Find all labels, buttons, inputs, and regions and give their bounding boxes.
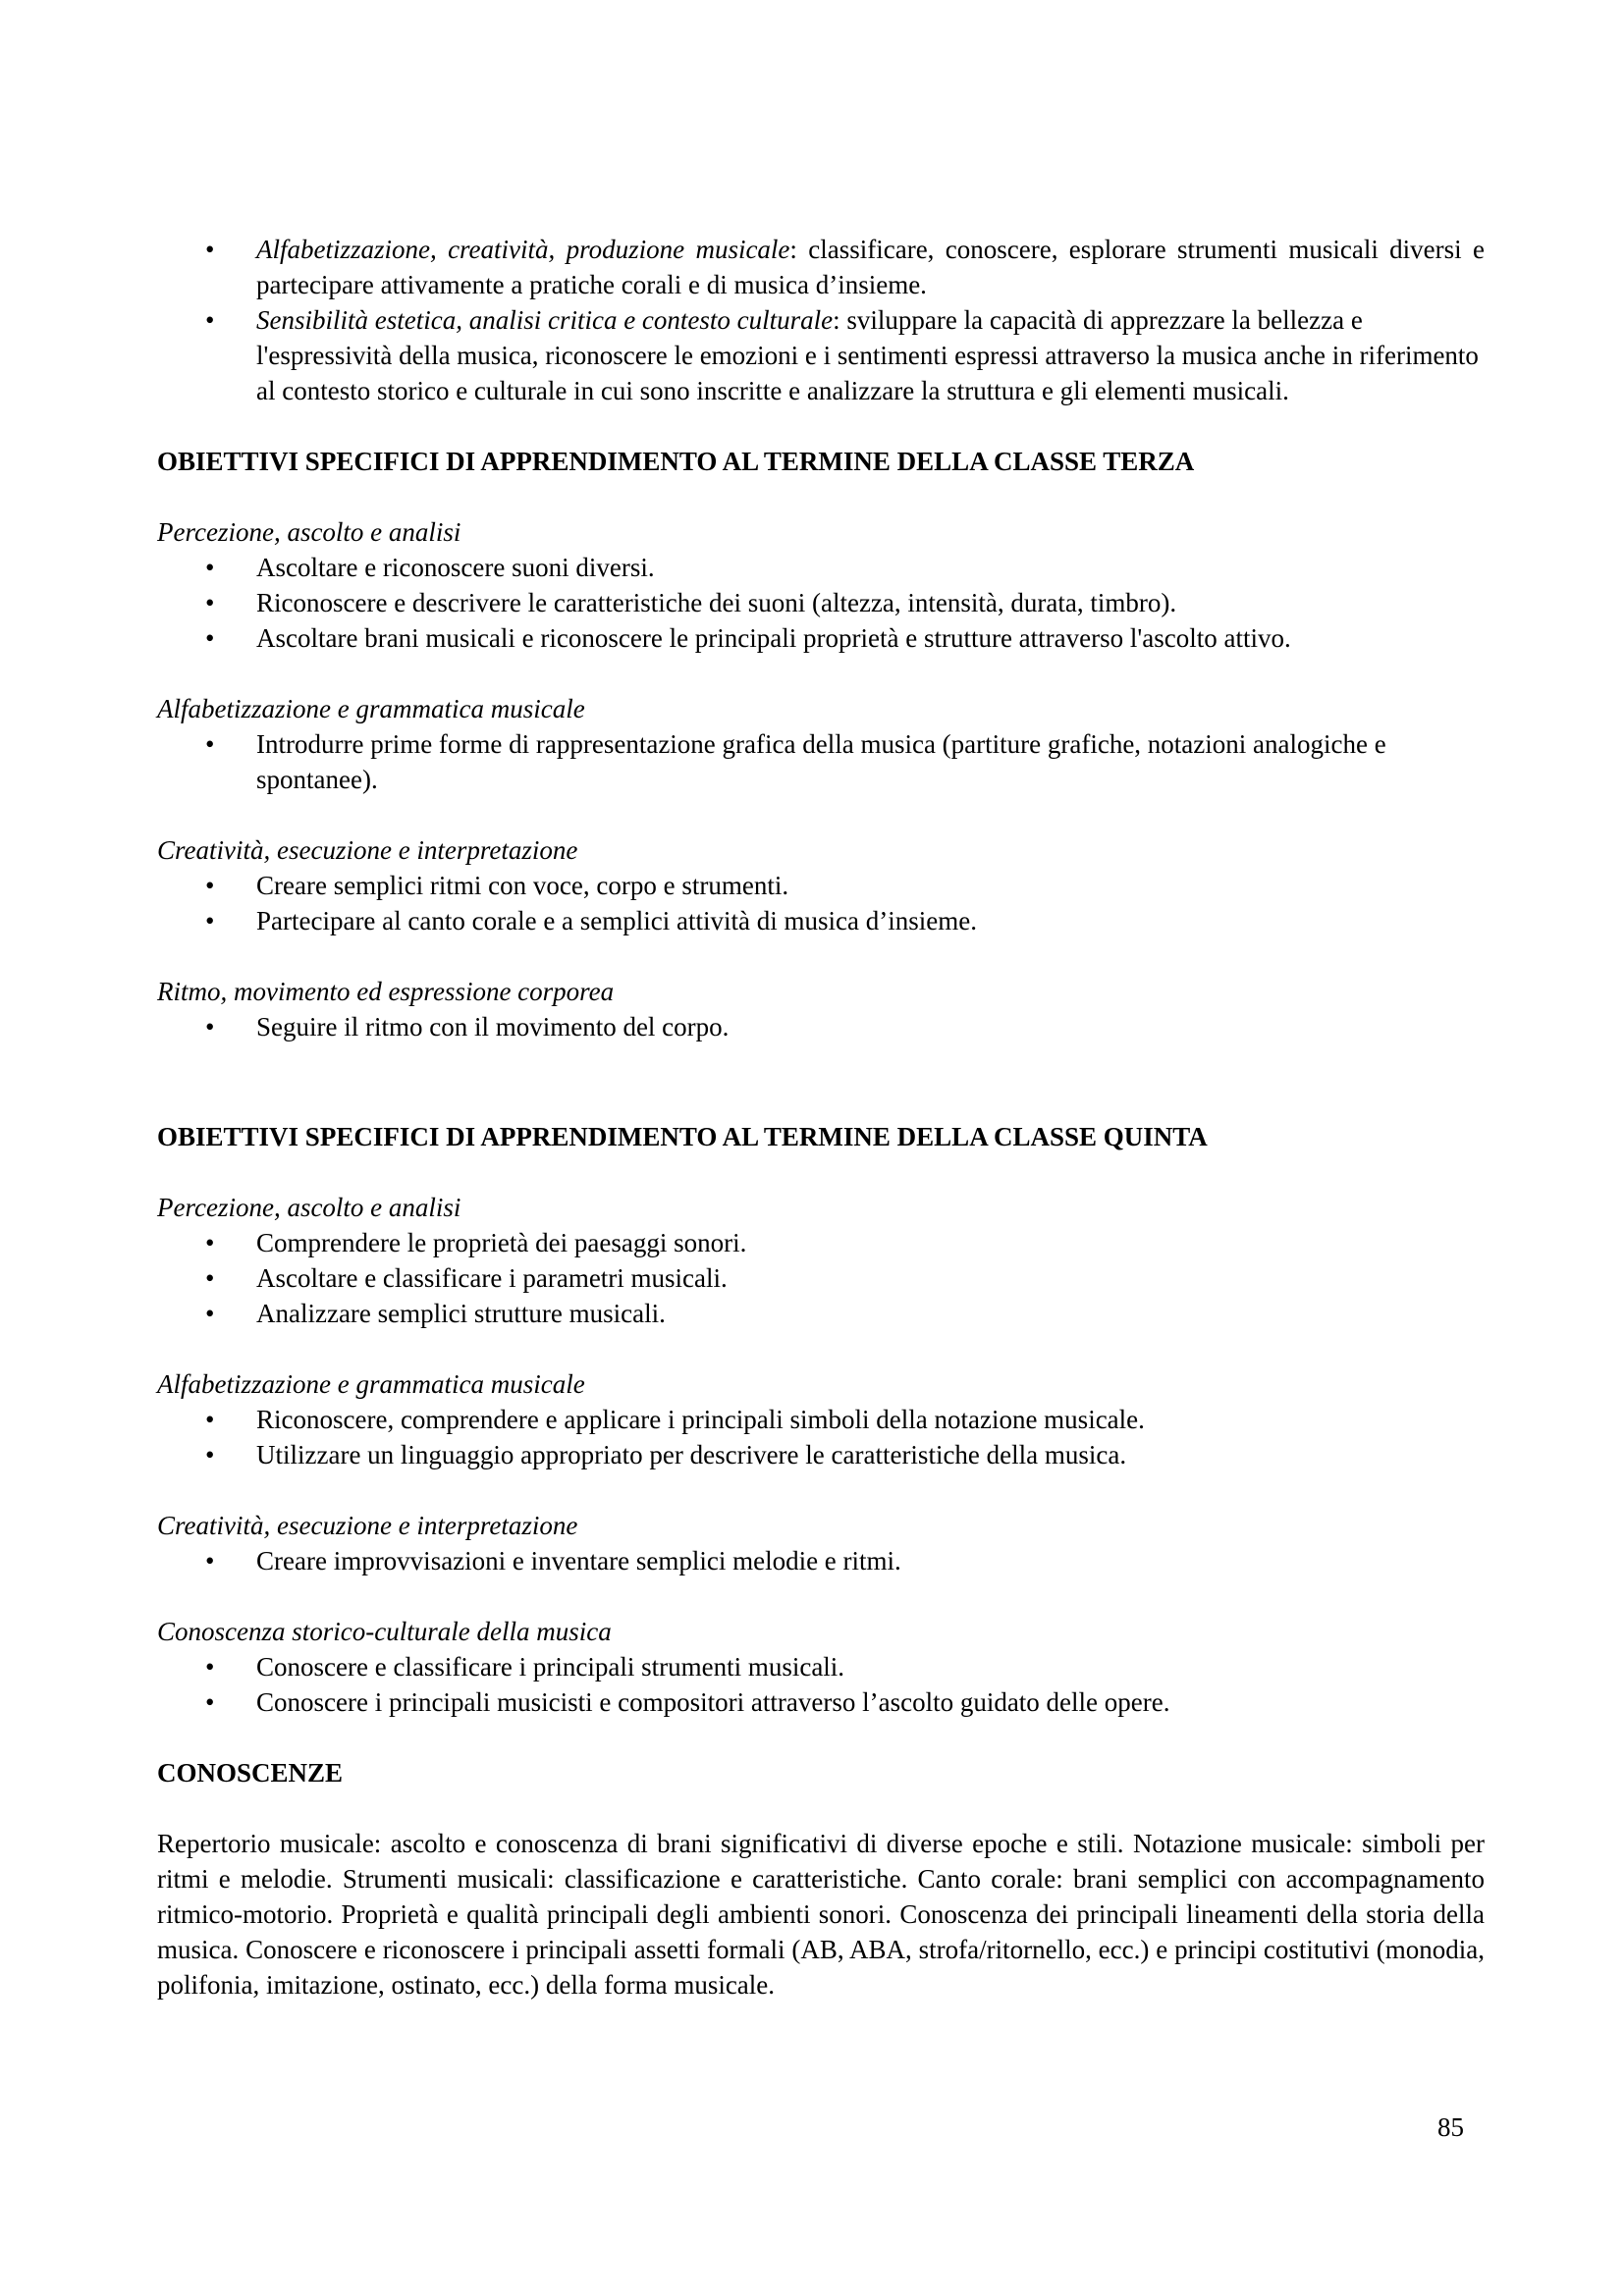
group-title: Percezione, ascolto e analisi [157, 517, 461, 547]
section-heading-quinta: OBIETTIVI SPECIFICI DI APPRENDIMENTO AL TERMINE DELLA CLASSE QUINTA [157, 1122, 1208, 1151]
group-title: Conoscenza storico-culturale della musica [157, 1617, 612, 1646]
list-item [157, 302, 1485, 408]
item-lead: Alfabetizzazione, creatività, produzione musicale [256, 235, 790, 264]
group-title: Alfabetizzazione e grammatica musicale [157, 694, 585, 723]
list-item: • Seguire il ritmo con il movimento del corpo. [157, 1009, 1485, 1044]
group-title: Creatività, esecuzione e interpretazione [157, 1511, 578, 1540]
list-item: • Creare semplici ritmi con voce, corpo e strumenti. [157, 868, 1485, 903]
list-item: • Introdurre prime forme di rappresentazione grafica della musica (partiture grafiche, notazioni analogiche e spontanee). [157, 726, 1485, 797]
item-text: : sviluppare la capacità di apprezzare la bellezza e l'espressività della musica, riconoscere le emozioni e i sentimenti espressi attraverso la musica anche in riferimento al contesto storico e culturale in cui sono inscritte e analizzare la struttura e gli elementi musicali. [256, 305, 1479, 405]
objectives-list [157, 550, 1485, 656]
list-item: • Analizzare semplici strutture musicali. [157, 1296, 1485, 1331]
list-item: • Riconoscere e descrivere le caratteristiche dei suoni (altezza, intensità, durata, timbro). [157, 585, 1485, 620]
section-heading-conoscenze: CONOSCENZE [157, 1758, 344, 1788]
list-item: • Utilizzare un linguaggio appropriato per descrivere le caratteristiche della musica. [157, 1437, 1485, 1472]
list-item: • Partecipare al canto corale e a semplici attività di musica d’insieme. [157, 903, 1485, 938]
group-title: Creatività, esecuzione e interpretazione [157, 835, 578, 865]
group-title: Ritmo, movimento ed espressione corporea [157, 977, 615, 1006]
objectives-list [157, 726, 1485, 797]
conoscenze-paragraph: Repertorio musicale: ascolto e conoscenza di brani significativi di diverse epoche e stili. Notazione musicale: simboli per ritmi e melodie. Strumenti musicali: classificazione e caratteristiche. Canto corale: brani semplici con accompagnamento ritmico-motorio. Proprietà e qualità principali degli ambienti sonori. Conoscenza dei principali lineamenti della storia della musica. Conoscere e riconoscere i principali assetti formali (AB, ABA, strofa/ritornello, ecc.) e principi costitutivi (monodia, polifonia, imitazione, ostinato, ecc.) della forma musicale. [157, 1829, 1485, 2000]
list-item: • Riconoscere, comprendere e applicare i principali simboli della notazione musicale. [157, 1402, 1485, 1437]
intro-list [157, 232, 1485, 408]
list-item: • Creare improvvisazioni e inventare semplici melodie e ritmi. [157, 1543, 1485, 1578]
list-item: • Conoscere e classificare i principali strumenti musicali. [157, 1649, 1485, 1684]
list-item: • Ascoltare e classificare i parametri musicali. [157, 1260, 1485, 1296]
objectives-list [157, 1225, 1485, 1331]
objectives-list [157, 868, 1485, 938]
item-text: : classificare, conoscere, esplorare strumenti musicali diversi e partecipare attivamente a pratiche corali e di musica d’insieme. [256, 235, 1485, 299]
list-item: • Comprendere le proprietà dei paesaggi sonori. [157, 1225, 1485, 1260]
objectives-list [157, 1402, 1485, 1472]
list-item [157, 232, 1485, 302]
item-lead: Sensibilità estetica, analisi critica e contesto culturale [256, 305, 834, 335]
objectives-list [157, 1543, 1485, 1578]
document-page [157, 232, 1485, 2002]
page-number: 85 [1437, 2112, 1464, 2142]
section-heading-terza: OBIETTIVI SPECIFICI DI APPRENDIMENTO AL TERMINE DELLA CLASSE TERZA [157, 447, 1195, 476]
objectives-list [157, 1009, 1485, 1044]
list-item: • Ascoltare brani musicali e riconoscere le principali proprietà e strutture attraverso l'ascolto attivo. [157, 620, 1485, 656]
group-title: Percezione, ascolto e analisi [157, 1193, 461, 1222]
group-title: Alfabetizzazione e grammatica musicale [157, 1369, 585, 1399]
list-item: • Conoscere i principali musicisti e compositori attraverso l’ascolto guidato delle opere. [157, 1684, 1485, 1720]
objectives-list [157, 1649, 1485, 1720]
list-item: • Ascoltare e riconoscere suoni diversi. [157, 550, 1485, 585]
